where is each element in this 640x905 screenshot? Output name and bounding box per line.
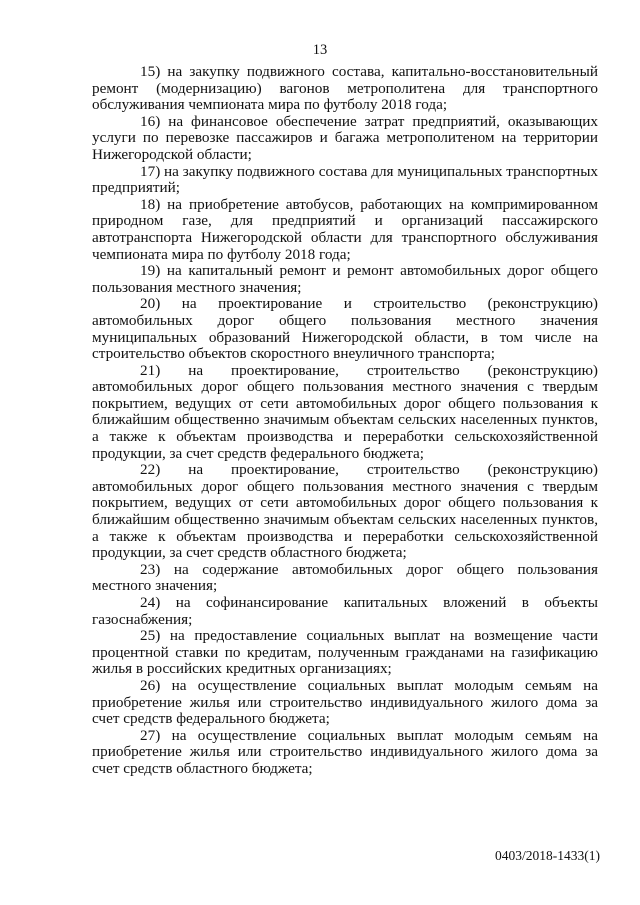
document-code: 0403/2018-1433(1) (495, 848, 600, 863)
list-item-17: 17) на закупку подвижного состава для муниципальных транспортных предприятий; (92, 162, 598, 197)
list-item-16: 16) на финансовое обеспечение затрат предприятий, оказывающих услуги по перевозке пассажиров и багажа метрополитеном на территории Нижегородской области; (92, 112, 598, 163)
list-item-27: 27) на осуществление социальных выплат молодым семьям на приобретение жилья или строительство индивидуального жилого дома за счет средств областного бюджета; (92, 726, 598, 777)
list-item-26: 26) на осуществление социальных выплат молодым семьям на приобретение жилья или строительство индивидуального жилого дома за счет средств федерального бюджета; (92, 676, 598, 728)
document-body (92, 64, 598, 778)
list-item-19: 19) на капитальный ремонт и ремонт автомобильных дорог общего пользования местного значения; (92, 262, 598, 296)
list-item-15: 15) на закупку подвижного состава, капитально-восстановительный ремонт (модернизацию) вагонов метрополитена для транспортного обслуживания чемпионата мира по футболу 2018 года; (92, 63, 598, 114)
list-item-24: 24) на софинансирование капитальных вложений в объекты газоснабжения; (92, 594, 598, 628)
list-item-22: 22) на проектирование, строительство (реконструкцию) автомобильных дорог общего пользования местного значения с твердым покрытием, ведущих от сети автомобильных дорог общего пользования к ближайшим общественно значимым объектам сельских населенных пунктов, а также к объектам производства и переработки сельскохозяйственной продукции, за счет средств областного бюджета; (92, 461, 598, 562)
list-item-25: 25) на предоставление социальных выплат на возмещение части процентной ставки по кредитам, полученным гражданами на газификацию жилья в российских кредитных организациях; (92, 627, 598, 678)
list-item-20: 20) на проектирование и строительство (реконструкцию) автомобильных дорог общего пользования местного значения муниципальных образований Нижегородской области, в том числе на строительство объектов скоростного внеуличного транспорта; (92, 295, 598, 363)
list-item-23: 23) на содержание автомобильных дорог общего пользования местного значения; (92, 560, 598, 595)
list-item-21: 21) на проектирование, строительство (реконструкцию) автомобильных дорог общего пользования местного значения с твердым покрытием, ведущих от сети автомобильных дорог общего пользования к ближайшим общественно значимым объектам сельских населенных пунктов, а также к объектам производства и переработки сельскохозяйственной продукции, за счет средств федерального бюджета; (92, 361, 598, 462)
list-item-18: 18) на приобретение автобусов, работающих на компримированном природном газе, для предприятий и организаций пассажирского автотранспорта Нижегородской области для транспортного обслуживания чемпионата мира по футболу 2018 года; (92, 195, 598, 263)
page-number: 13 (312, 42, 328, 58)
